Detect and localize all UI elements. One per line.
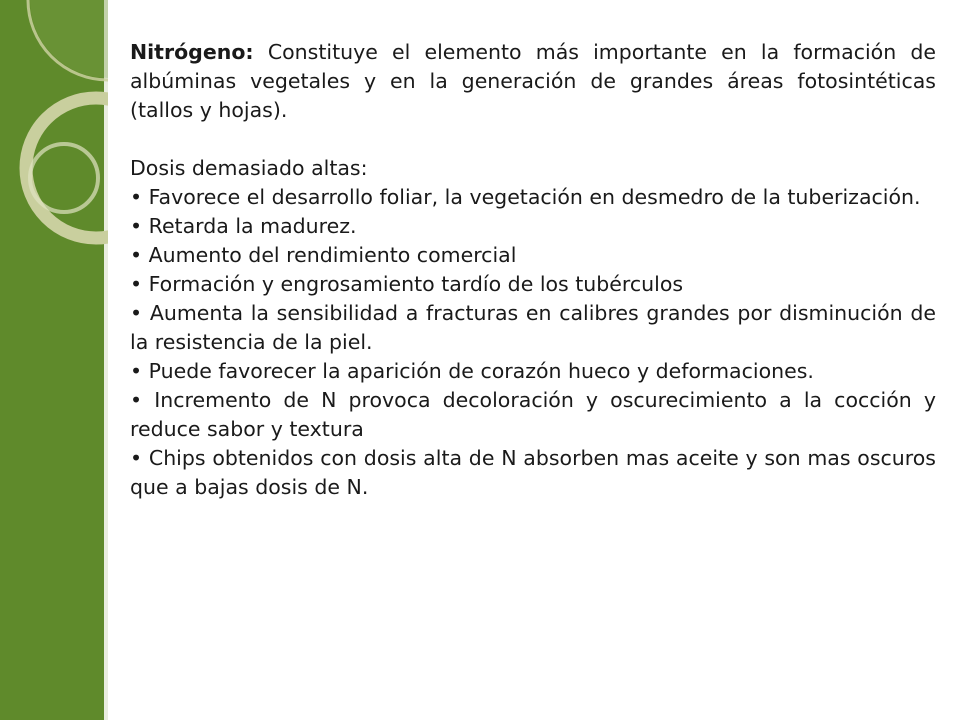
bullet-item xyxy=(130,386,936,444)
bullet-text: Formación y engrosamiento tardío de los tubérculos xyxy=(148,272,684,296)
slide-content xyxy=(130,38,936,502)
bullet-text: Aumenta la sensibilidad a fracturas en calibres grandes por disminución de la resistencia de la piel. xyxy=(130,301,936,354)
bullet-text: Incremento de N provoca decoloración y oscurecimiento a la cocción y reduce sabor y textura xyxy=(130,388,936,441)
bullet-item xyxy=(130,241,936,270)
bullet-item xyxy=(130,444,936,502)
bullet-marker: • xyxy=(130,272,143,296)
bullet-list xyxy=(130,183,936,502)
intro-paragraph xyxy=(130,38,936,125)
decorative-rings xyxy=(0,0,108,260)
intro-text: Constituye el elemento más importante en la formación de albúminas vegetales y en la generación de grandes áreas fotosintéticas (tallos y hojas). xyxy=(130,40,936,122)
bullet-item xyxy=(130,270,936,299)
bullet-marker: • xyxy=(130,388,143,412)
bullet-marker: • xyxy=(130,243,143,267)
bullet-marker: • xyxy=(130,214,143,238)
bullet-marker: • xyxy=(130,446,143,470)
bullet-text: Chips obtenidos con dosis alta de N absorben mas aceite y son mas oscuros que a bajas dosis de N. xyxy=(130,446,936,499)
ring-fill-shape xyxy=(30,0,108,78)
bullet-marker: • xyxy=(130,185,143,209)
bullet-item xyxy=(130,183,936,212)
paragraph-gap xyxy=(130,125,936,154)
bullet-marker: • xyxy=(130,301,143,325)
bullet-text: Retarda la madurez. xyxy=(148,214,357,238)
bullet-item xyxy=(130,212,936,241)
small-ring-shape xyxy=(30,144,98,212)
bullet-text: Aumento del rendimiento comercial xyxy=(148,243,517,267)
bullet-text: Favorece el desarrollo foliar, la vegetación en desmedro de la tuberización. xyxy=(148,185,921,209)
bullet-item xyxy=(130,299,936,357)
section-heading: Dosis demasiado altas: xyxy=(130,156,368,180)
bullet-text: Puede favorecer la aparición de corazón hueco y deformaciones. xyxy=(148,359,814,383)
bullet-item xyxy=(130,357,936,386)
intro-term: Nitrógeno: xyxy=(130,40,254,64)
bullet-marker: • xyxy=(130,359,143,383)
